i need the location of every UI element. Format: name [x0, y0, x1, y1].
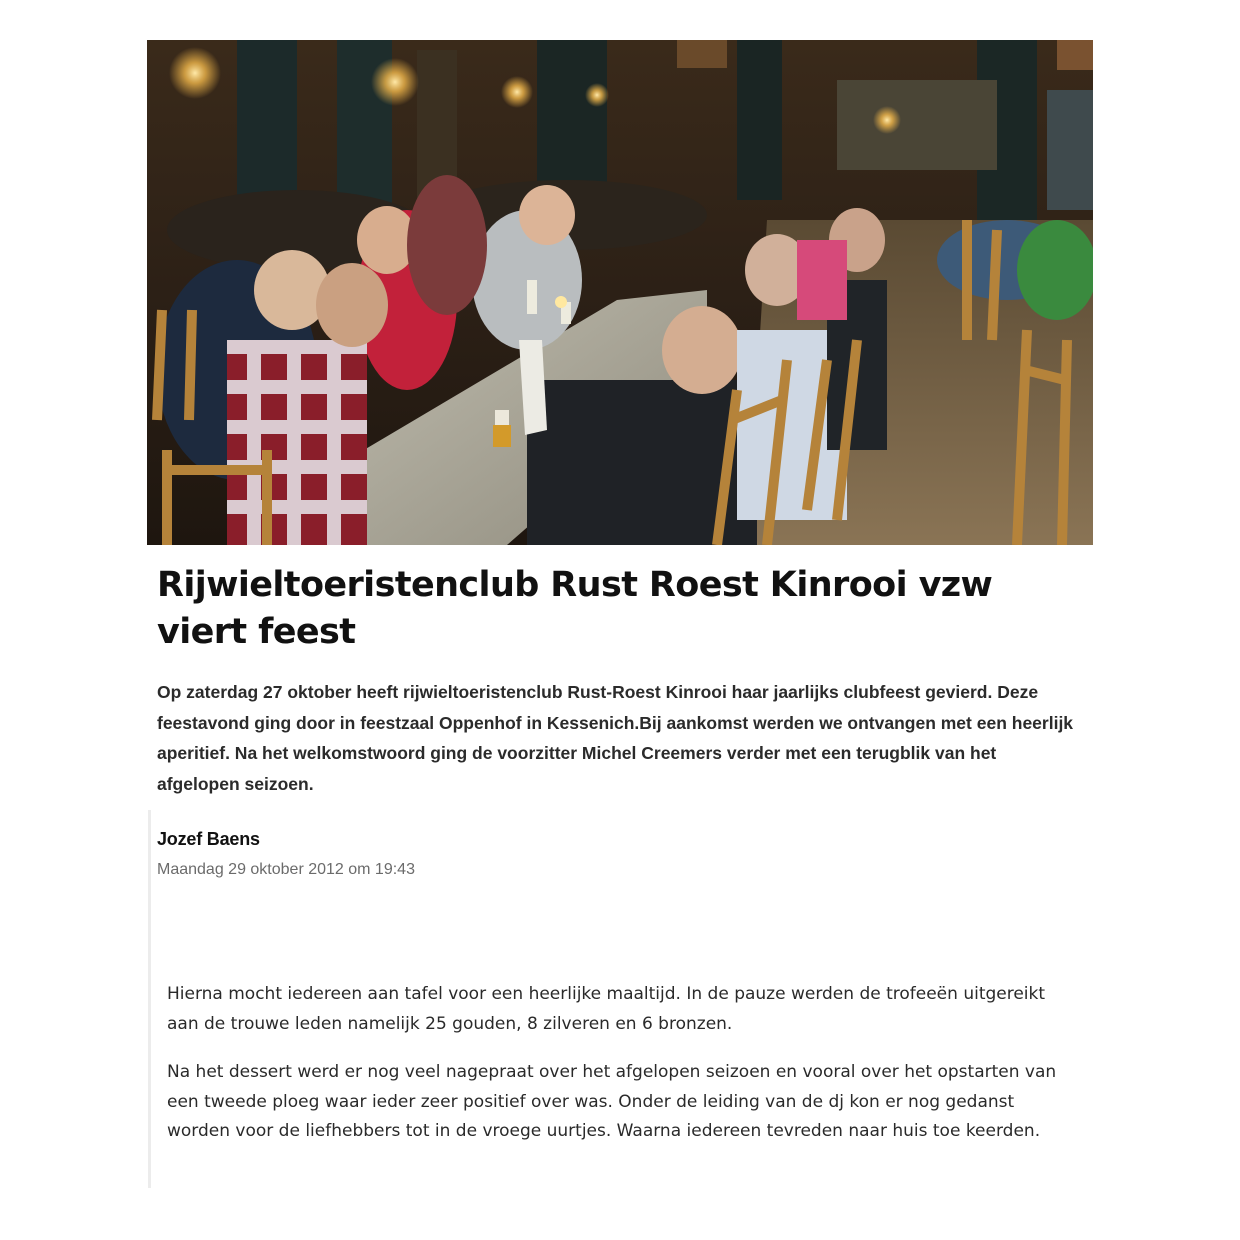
- hero-photo: [147, 40, 1093, 545]
- content-divider: [148, 810, 151, 1188]
- article-lead: Op zaterdag 27 oktober heeft rijwieltoeristenclub Rust-Roest Kinrooi haar jaarlijks clubfeest gevierd. Deze feestavond ging door in feestzaal Oppenhof in Kessenich.Bij aankomst werden we ontvangen met een heerlijk aperitief. Na het welkomstwoord ging de voorzitter Michel Creemers verder met een terugblik van het afgelopen seizoen.: [157, 682, 1074, 794]
- publish-date: Maandag 29 oktober 2012 om 19:43: [157, 861, 415, 878]
- hero-photo-scene: [147, 40, 1093, 545]
- article-title: Rijwieltoeristenclub Rust Roest Kinrooi vzw viert feest: [157, 565, 993, 652]
- article-body: [167, 980, 1077, 1166]
- author-name[interactable]: Jozef Baens: [157, 829, 260, 849]
- body-paragraph: Na het dessert werd er nog veel nagepraat over het afgelopen seizoen en vooral over het opstarten van een tweede ploeg waar ieder zeer positief over was. Onder de leiding van de dj kon er nog gedanst worden voor de liefhebbers tot in de vroege uurtjes. Waarna iedereen tevreden naar huis toe keerden.: [167, 1062, 1057, 1141]
- body-paragraph: Hierna mocht iedereen aan tafel voor een heerlijke maaltijd. In de pauze werden de trofeeën uitgereikt aan de trouwe leden namelijk 25 gouden, 8 zilveren en 6 bronzen.: [167, 984, 1046, 1034]
